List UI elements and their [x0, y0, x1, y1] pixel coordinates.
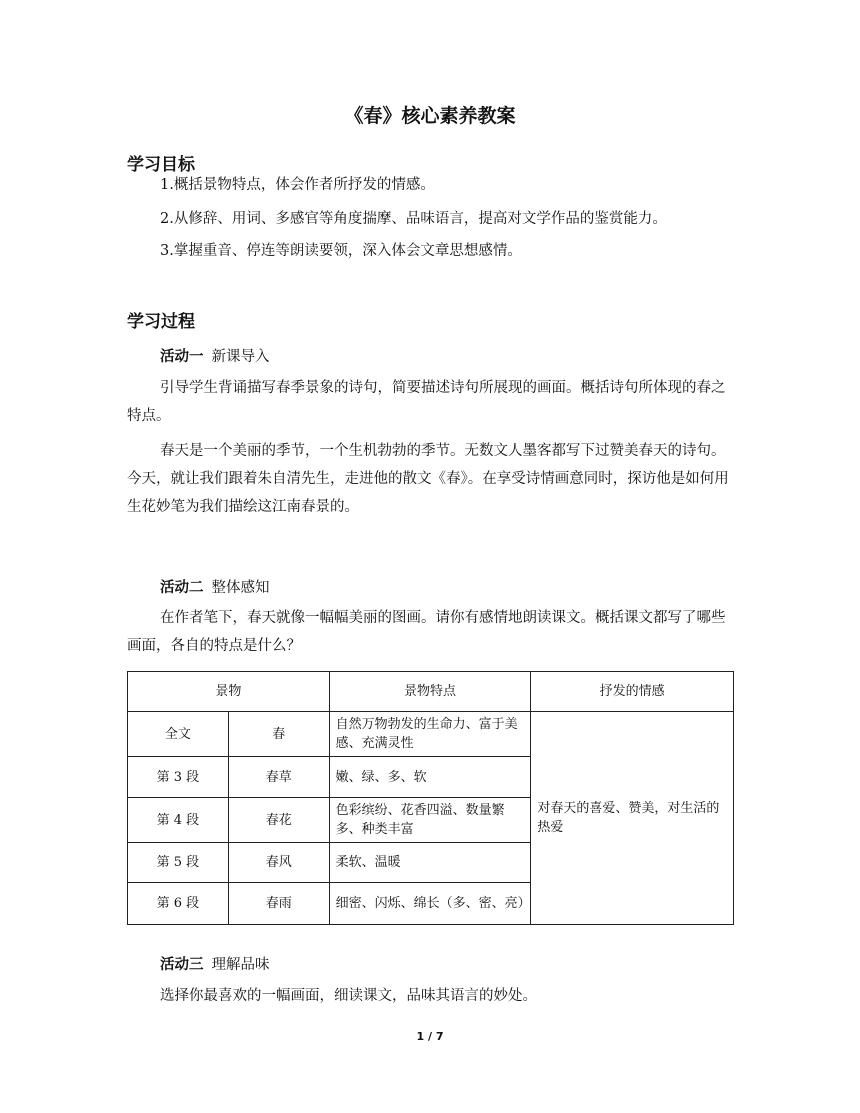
- activity2-paragraph-1: 在作者笔下，春天就像一幅幅美丽的图画。请你有感情地朗读课文。概括课文都写了哪些画面，各自的特点是什么？: [127, 610, 726, 654]
- goals-heading: 学习目标: [127, 155, 195, 175]
- row-feature: 色彩缤纷、花香四溢、数量繁多、种类丰富: [329, 798, 531, 843]
- activity2-title: [160, 576, 270, 597]
- activity3-label: 活动三: [160, 957, 204, 973]
- goal-item-3: 3.掌握重音、停连等朗读要领，深入体会文章思想感情。: [160, 243, 522, 259]
- header-feature: 景物特点: [329, 672, 531, 712]
- row-feature: 嫩、绿、多、软: [329, 757, 531, 798]
- row-scene: 春雨: [228, 883, 329, 925]
- table-row: [128, 712, 734, 757]
- emotion-cell: 对春天的喜爱、赞美，对生活的热爱: [531, 712, 734, 925]
- activity1-title: [160, 345, 270, 366]
- row-scene: 春: [228, 712, 329, 757]
- activity1-label: 活动一: [160, 349, 204, 365]
- row-scene: 春风: [228, 843, 329, 883]
- row-section: 全文: [128, 712, 229, 757]
- activity3-name: 理解品味: [211, 957, 270, 973]
- activity2-label: 活动二: [160, 580, 204, 596]
- activity3-title: [160, 953, 270, 974]
- row-feature: 自然万物勃发的生命力、富于美感、充满灵性: [329, 712, 531, 757]
- scenery-table: [127, 671, 734, 925]
- row-scene: 春花: [228, 798, 329, 843]
- row-feature: 细密、闪烁、绵长（多、密、亮）: [329, 883, 531, 925]
- activity1-name: 新课导入: [211, 349, 270, 365]
- activity2-name: 整体感知: [211, 580, 270, 596]
- activity3-paragraph-1: 选择你最喜欢的一幅画面，细读课文，品味其语言的妙处。: [160, 988, 537, 1004]
- document-title: 《春》核心素养教案: [344, 105, 516, 127]
- row-section: 第 5 段: [128, 843, 229, 883]
- header-emotion: 抒发的情感: [531, 672, 734, 712]
- header-scenery: 景物: [128, 672, 330, 712]
- table-header-row: [128, 672, 734, 712]
- process-heading: 学习过程: [127, 312, 195, 332]
- activity1-paragraph-1: 引导学生背诵描写春季景象的诗句，简要描述诗句所展现的画面。概括诗句所体现的春之特点。: [127, 380, 726, 424]
- page-number: 1 / 7: [416, 1030, 444, 1043]
- goal-item-2: 2.从修辞、用词、多感官等角度揣摩、品味语言，提高对文学作品的鉴赏能力。: [160, 211, 667, 227]
- activity1-paragraph-2: 春天是一个美丽的季节，一个生机勃勃的季节。无数文人墨客都写下过赞美春天的诗句。今天，就让我们跟着朱自清先生，走进他的散文《春》。在享受诗情画意同时，探访他是如何用生花妙笔为我们描绘这江南春景的。: [127, 443, 729, 515]
- goal-item-1: 1.概括景物特点，体会作者所抒发的情感。: [160, 177, 435, 193]
- row-scene: 春草: [228, 757, 329, 798]
- row-section: 第 4 段: [128, 798, 229, 843]
- row-section: 第 6 段: [128, 883, 229, 925]
- row-section: 第 3 段: [128, 757, 229, 798]
- row-feature: 柔软、温暖: [329, 843, 531, 883]
